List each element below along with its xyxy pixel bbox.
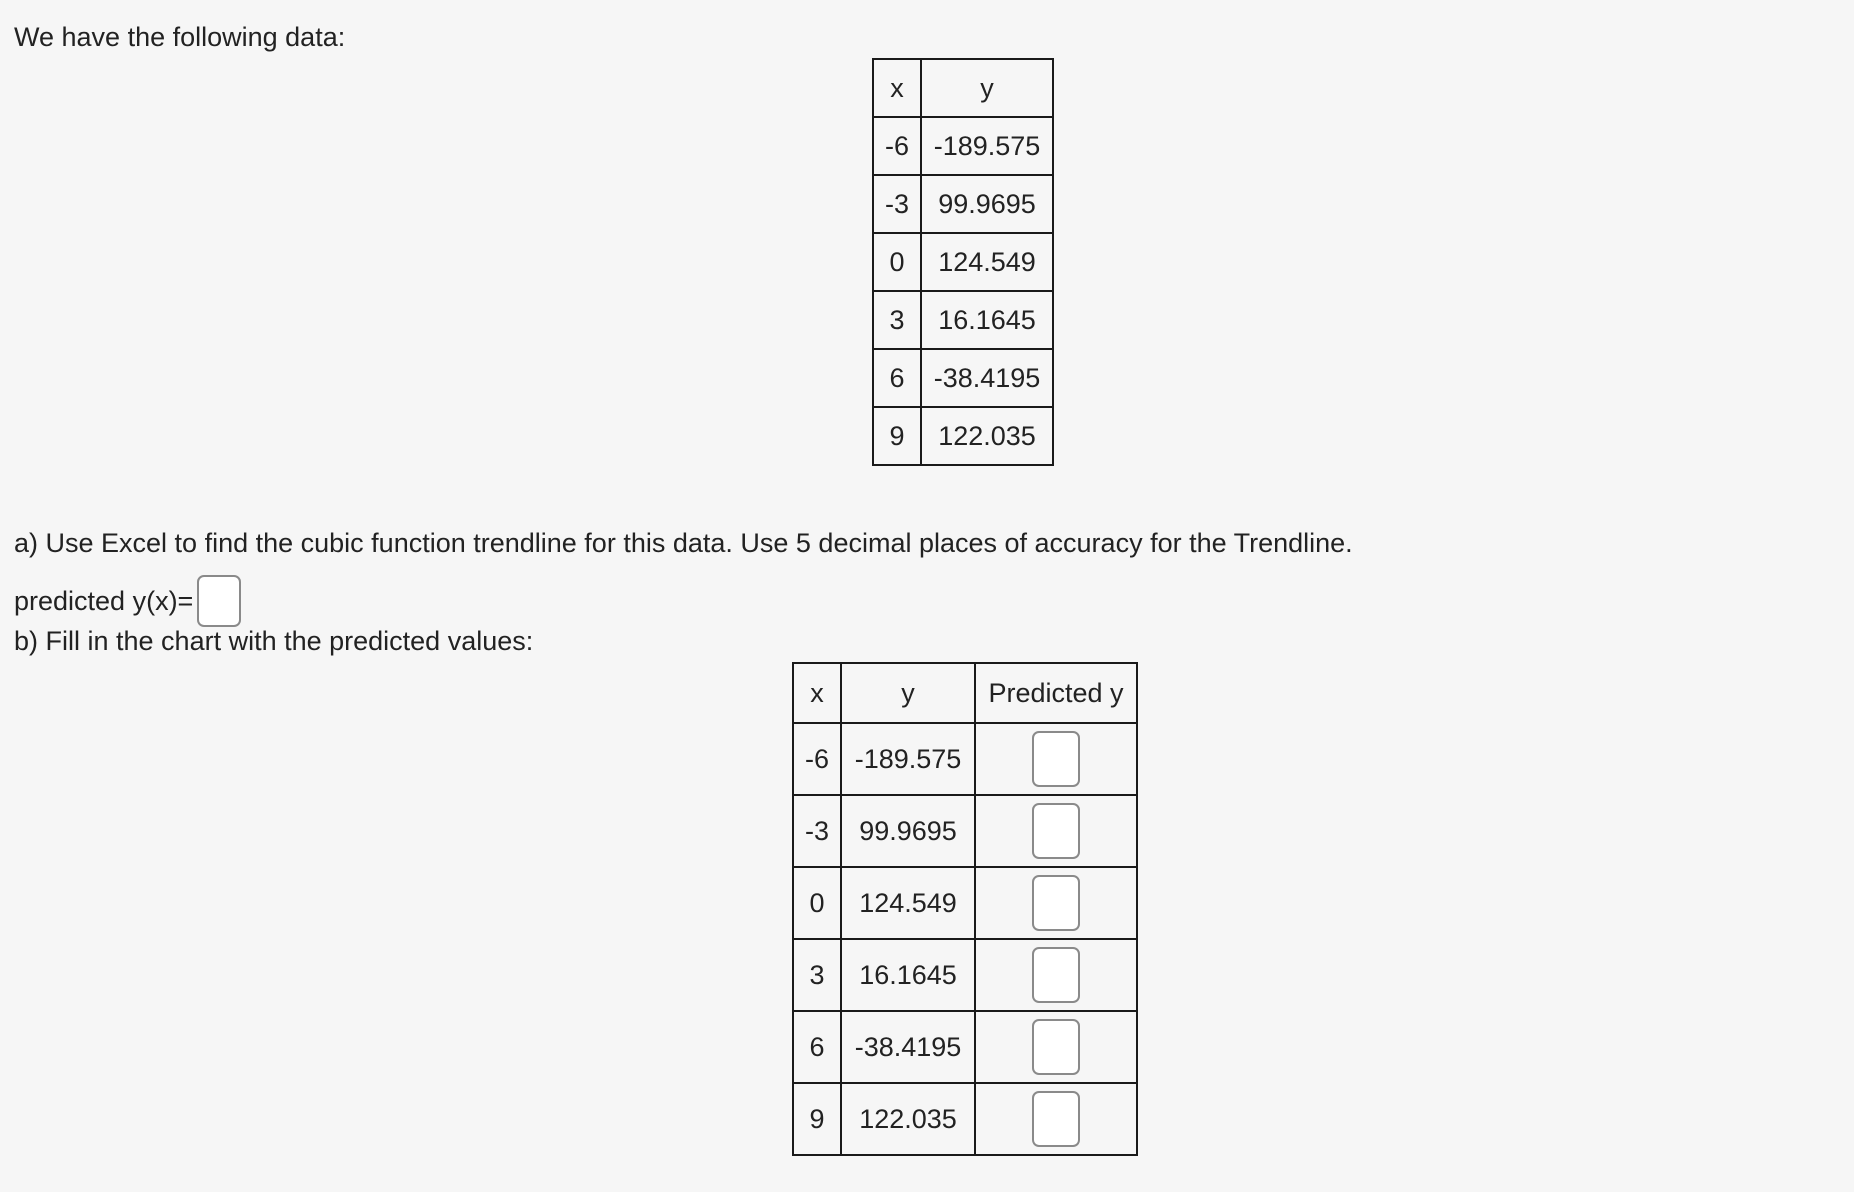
data-table-header-y: y <box>921 59 1053 117</box>
data-cell-y: 99.9695 <box>921 175 1053 233</box>
data-cell-x: 9 <box>873 407 921 465</box>
predicted-formula-label: predicted y(x)= <box>14 586 194 616</box>
predicted-y-input[interactable] <box>1032 731 1080 787</box>
pred-cell-y: -189.575 <box>841 723 975 795</box>
pred-cell-y: 16.1645 <box>841 939 975 1011</box>
table-row <box>873 291 1053 349</box>
table-row <box>793 939 1137 1011</box>
pred-cell-x: 9 <box>793 1083 841 1155</box>
data-cell-x: 3 <box>873 291 921 349</box>
data-cell-x: -3 <box>873 175 921 233</box>
table-row <box>873 407 1053 465</box>
pred-cell-y: 99.9695 <box>841 795 975 867</box>
pred-cell-y: -38.4195 <box>841 1011 975 1083</box>
pred-cell-y: 124.549 <box>841 867 975 939</box>
table-row <box>793 1083 1137 1155</box>
table-row <box>873 117 1053 175</box>
pred-table-header-x: x <box>793 663 841 723</box>
data-cell-y: 124.549 <box>921 233 1053 291</box>
intro-text: We have the following data: <box>14 22 346 52</box>
pred-table-header-y: y <box>841 663 975 723</box>
predicted-y-input[interactable] <box>1032 1091 1080 1147</box>
data-cell-x: 0 <box>873 233 921 291</box>
table-row <box>793 795 1137 867</box>
table-row <box>873 349 1053 407</box>
data-cell-y: 122.035 <box>921 407 1053 465</box>
pred-cell-predicted <box>975 867 1137 939</box>
predicted-y-input[interactable] <box>1032 1019 1080 1075</box>
data-cell-y: -189.575 <box>921 117 1053 175</box>
pred-cell-x: -3 <box>793 795 841 867</box>
pred-cell-x: 3 <box>793 939 841 1011</box>
data-cell-x: 6 <box>873 349 921 407</box>
predicted-y-input[interactable] <box>1032 875 1080 931</box>
pred-cell-predicted <box>975 1083 1137 1155</box>
table-row <box>873 175 1053 233</box>
pred-cell-predicted <box>975 723 1137 795</box>
pred-table-header-row <box>793 663 1137 723</box>
pred-table-header-predicted: Predicted y <box>975 663 1137 723</box>
table-row <box>873 233 1053 291</box>
predicted-y-input[interactable] <box>1032 803 1080 859</box>
part-a-instructions: a) Use Excel to find the cubic function trendline for this data. Use 5 decimal places of accuracy for the Trendline. <box>14 528 1353 558</box>
pred-cell-predicted <box>975 939 1137 1011</box>
table-row <box>793 867 1137 939</box>
predicted-formula-input[interactable] <box>197 575 241 627</box>
part-b-instructions: b) Fill in the chart with the predicted values: <box>14 626 534 656</box>
table-row <box>793 723 1137 795</box>
pred-cell-x: -6 <box>793 723 841 795</box>
data-table-header-row <box>873 59 1053 117</box>
data-table <box>872 58 1054 466</box>
data-cell-y: 16.1645 <box>921 291 1053 349</box>
pred-cell-predicted <box>975 795 1137 867</box>
predicted-y-input[interactable] <box>1032 947 1080 1003</box>
data-cell-x: -6 <box>873 117 921 175</box>
pred-cell-x: 0 <box>793 867 841 939</box>
data-cell-y: -38.4195 <box>921 349 1053 407</box>
predicted-values-table <box>792 662 1138 1156</box>
pred-cell-predicted <box>975 1011 1137 1083</box>
predicted-formula-row <box>14 575 241 627</box>
pred-cell-x: 6 <box>793 1011 841 1083</box>
pred-cell-y: 122.035 <box>841 1083 975 1155</box>
table-row <box>793 1011 1137 1083</box>
data-table-header-x: x <box>873 59 921 117</box>
